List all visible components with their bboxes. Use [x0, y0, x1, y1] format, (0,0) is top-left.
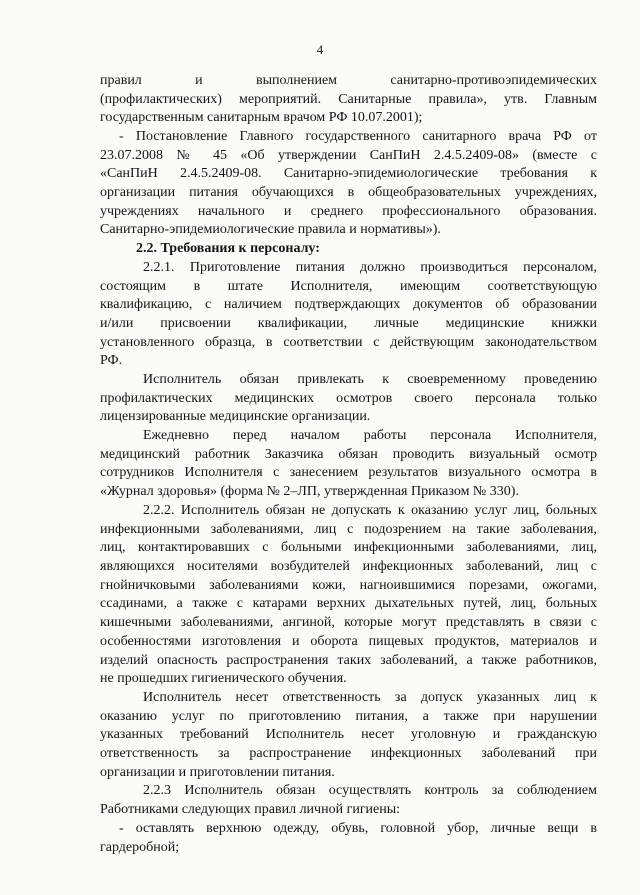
text-line: правил и выполнением санитарно-противоэпидемических: [100, 73, 597, 88]
text-line: инфекционными заболеваниями, лиц с подозрением на такие заболевания,: [100, 521, 597, 537]
page-number: 4: [316, 42, 324, 57]
text-line: кишечными заболеваниями, ангиной, которые могут представлять в связи с: [100, 615, 597, 631]
text-line: Ежедневно перед началом работы персонала Исполнителя,: [143, 428, 597, 443]
clause-2-2-3: [100, 782, 597, 819]
text-line: медицинский работник Заказчика обязан проводить визуальный осмотр: [100, 446, 597, 462]
text-line: гнойничковыми заболеваниями кожи, нагноившимися порезами, ожогами,: [100, 577, 597, 593]
text-line: установленного образца, в соответствии с действующим законодательством: [100, 334, 597, 350]
text-line: 2.2.1. Приготовление питания должно производиться персоналом,: [143, 260, 597, 275]
text-line: ссадинами, а также с катарами верхних дыхательных путей, лиц, больных: [100, 596, 597, 612]
daily-inspection-paragraph: [100, 427, 597, 502]
clause-2-2-1: [100, 259, 597, 371]
text-line: не прошедших гигиенического обучения.: [100, 671, 347, 687]
intro-paragraph: [100, 72, 597, 128]
responsibility-paragraph: [100, 689, 597, 782]
text-line: 2.2.2. Исполнитель обязан не допускать к оказанию услуг лиц, больных: [143, 503, 597, 518]
text-line: Исполнитель несет ответственность за допуск указанных лиц к: [143, 690, 597, 705]
text-line: организации и приготовлении питания.: [100, 764, 335, 780]
text-line: Исполнитель обязан привлекать к своевременному проведению: [143, 372, 597, 387]
text-line: лицензированные медицинские организации.: [100, 409, 371, 425]
text-line: - оставлять верхнюю одежду, обувь, головной убор, личные вещи в: [119, 821, 597, 836]
text-line: и/или присвоении квалификации, личные медицинские книжки: [100, 316, 597, 332]
text-line: особенностями изготовления и оборота пищевых продуктов, материалов и: [100, 633, 597, 649]
text-line: учреждениях начального и среднего профессионального образования.: [100, 203, 597, 219]
text-line: Работниками следующих правил личной гигиены:: [100, 801, 401, 817]
text-line: ответственность за распространение инфекционных заболеваний при: [100, 746, 597, 762]
text-line: 2.2.3 Исполнитель обязан осуществлять контроль за соблюдением: [143, 783, 597, 798]
medical-exam-paragraph: [100, 371, 597, 427]
text-line: состоящим в штате Исполнителя, имеющим соответствующую: [100, 278, 597, 294]
section-heading: [100, 240, 597, 259]
regulation-paragraph: [100, 128, 597, 240]
text-line: квалификацию, с наличием подтверждающих документов об образовании: [100, 297, 597, 313]
text-line: организации питания обучающихся в общеобразовательных учреждениях,: [100, 185, 597, 201]
clause-2-2-2: [100, 502, 597, 689]
text-line: указанных требований Исполнитель несет уголовную и гражданскую: [100, 727, 597, 743]
hygiene-rule-item: [100, 820, 597, 857]
text-line: Санитарно-эпидемиологические правила и нормативы»).: [100, 222, 441, 238]
text-line: сотрудников Исполнителя с занесением результатов визуального осмотра в: [100, 465, 597, 481]
text-line: лиц, контактировавших с больными инфекционными заболеваниями, лиц,: [100, 540, 597, 556]
text-line: 23.07.2008 № 45 «Об утверждении СанПиН 2.4.5.2409-08» (вместе с: [100, 147, 597, 163]
text-line: РФ.: [100, 353, 123, 369]
text-line: (профилактических) мероприятий. Санитарные правила», утв. Главным: [100, 91, 597, 107]
text-line: «СанПиН 2.4.5.2409-08. Санитарно-эпидемиологические требования к: [100, 166, 597, 182]
text-line: профилактических медицинских осмотров своего персонала только: [100, 390, 597, 406]
text-line: оказанию услуг по приготовлению питания, а также при нарушении: [100, 708, 597, 724]
text-line: государственным санитарным врачом РФ 10.07.2001);: [100, 110, 423, 126]
text-line: «Журнал здоровья» (форма № 2–ЛП, утвержденная Приказом № 330).: [100, 484, 519, 500]
text-line: - Постановление Главного государственного санитарного врача РФ от: [119, 129, 597, 144]
text-line: изделий опасность распространения таких заболеваний, а также работников,: [100, 652, 597, 668]
section-title: 2.2. Требования к персоналу:: [136, 241, 320, 256]
text-line: гардеробной;: [100, 839, 180, 855]
text-line: являющихся носителями возбудителей инфекционных заболеваний, лиц с: [100, 559, 597, 575]
